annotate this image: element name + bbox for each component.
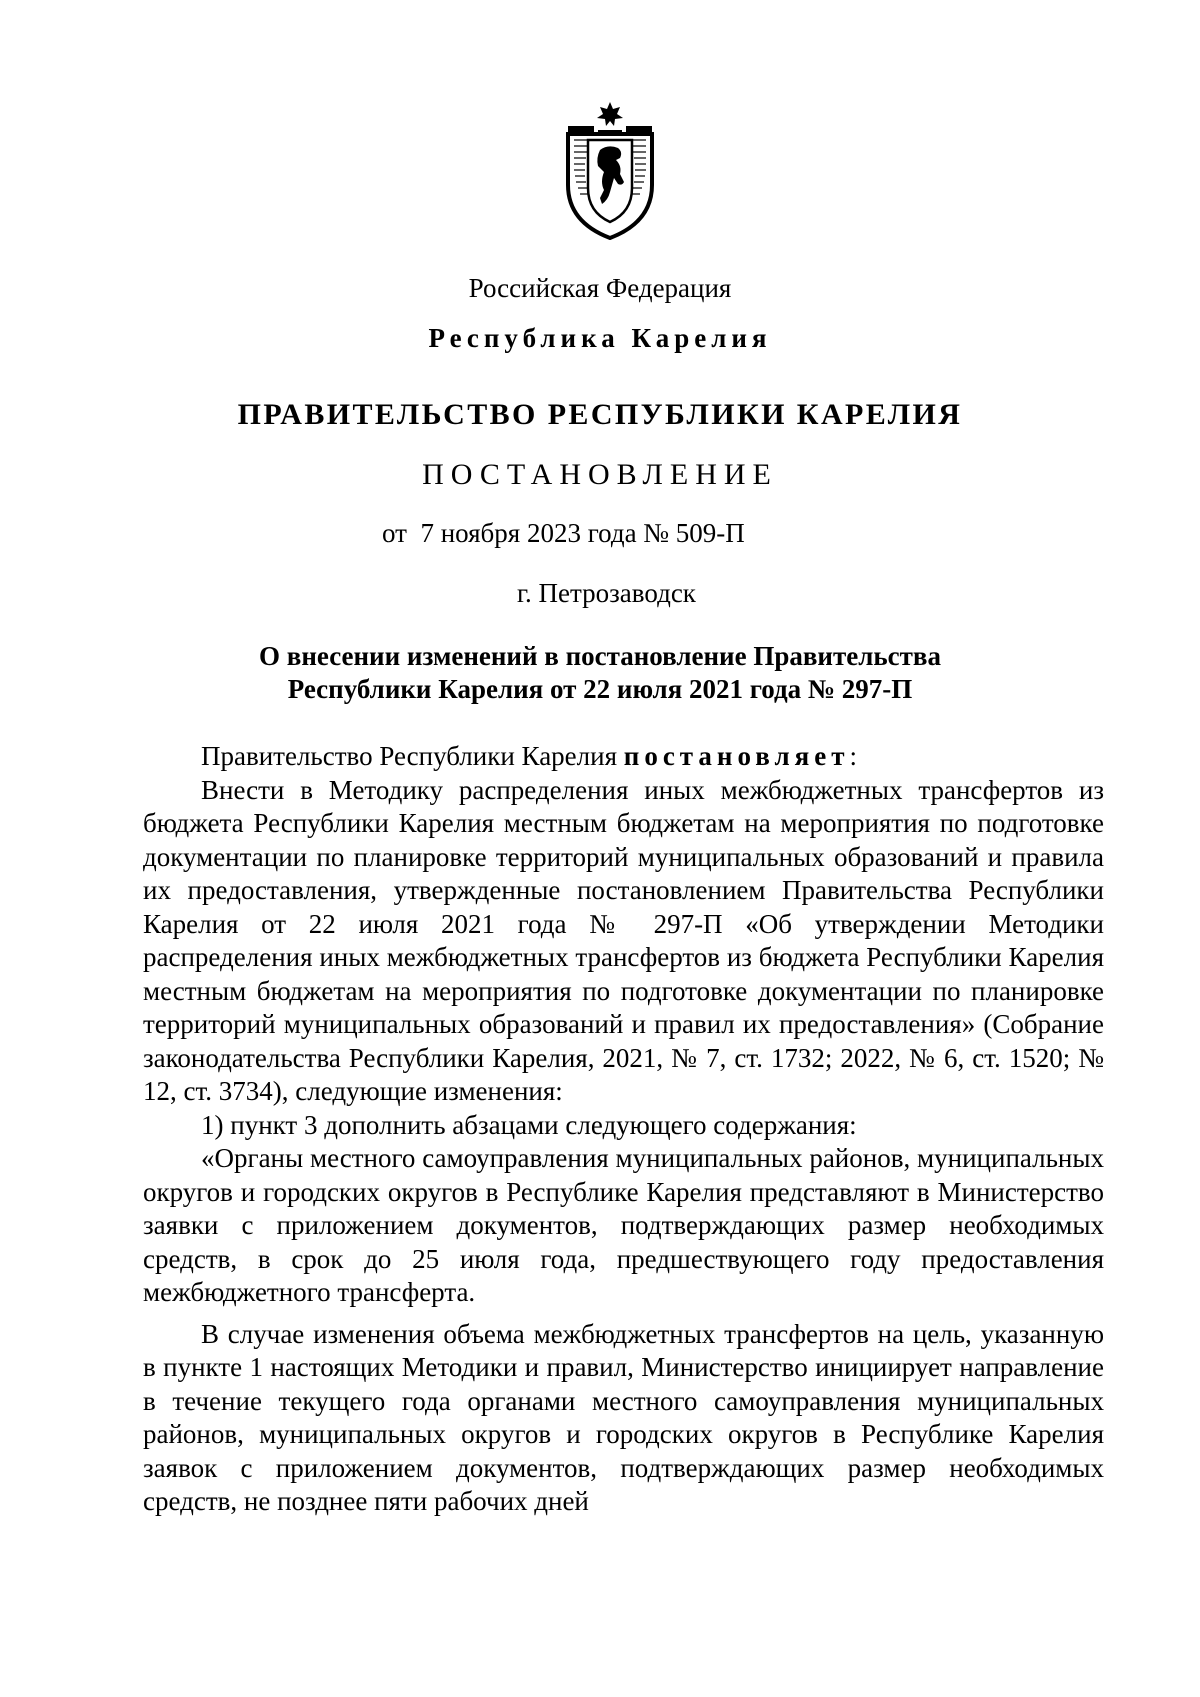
body-paragraph-4: В случае изменения объема межбюджетных трансфертов на цель, указанную в пункте 1 настоящих Методики и правил, Министерство инициирует направление в течение текущего года органами местного самоуправления муниципальных районов, муниципальных округов и городских округов в Республике Карелия заявок с приложением документов, подтверждающих размер необходимых средств, не позднее пяти рабочих дней xyxy=(143,1318,1104,1516)
body-paragraph-3: «Органы местного самоуправления муниципальных районов, муниципальных округов и городских округов в Республике Карелия представляют в Министерство заявки с приложением документов, подтверждающих размер необходимых средств, в срок до 25 июля года, предшествующего году предоставления межбюджетного трансферта. xyxy=(143,1143,1104,1307)
government-name: ПРАВИТЕЛЬСТВО РЕСПУБЛИКИ КАРЕЛИЯ xyxy=(237,398,963,431)
karelia-coat-of-arms-icon xyxy=(560,100,660,240)
body-paragraph-1: Внести в Методику распределения иных межбюджетных трансфертов из бюджета Республики Карелия местным бюджетам на мероприятия по подготовке документации по планировке территорий муниципальных образований и правила их предоставления, утвержденные постановлением Правительства Республики Карелия от 22 июля 2021 года № 297-П «Об утверждении Методики распределения иных межбюджетных трансфертов из бюджета Республики Карелия местным бюджетам на мероприятия по подготовке документации по планировке территорий муниципальных образований и правил их предоставления» (Собрание законодательства Республики Карелия, 2021, № 7, ст. 1732; 2022, № 6, ст. 1520; № 12, ст. 3734), следующие изменения: xyxy=(143,774,1104,1106)
document-city: г. Петрозаводск xyxy=(517,578,696,608)
document-date-number: от 7 ноября 2023 года № 509-П xyxy=(382,518,745,548)
document-title xyxy=(200,640,1000,706)
intro-verb: постановляет xyxy=(623,741,850,771)
document-title-line-1: О внесении изменений в постановление Правительства xyxy=(259,641,941,671)
intro-colon: : xyxy=(849,741,858,771)
country-name: Российская Федерация xyxy=(468,273,732,303)
document-type: ПОСТАНОВЛЕНИЕ xyxy=(422,458,778,491)
body-paragraph-2: 1) пункт 3 дополнить абзацами следующего содержания: xyxy=(201,1109,857,1140)
document-body xyxy=(143,740,1104,1519)
intro-text: Правительство Республики Карелия xyxy=(201,741,624,771)
intro-paragraph xyxy=(143,740,1104,774)
document-title-line-2: Республики Карелия от 22 июля 2021 года № 297-П xyxy=(287,674,913,704)
republic-name: Республика Карелия xyxy=(428,323,772,353)
